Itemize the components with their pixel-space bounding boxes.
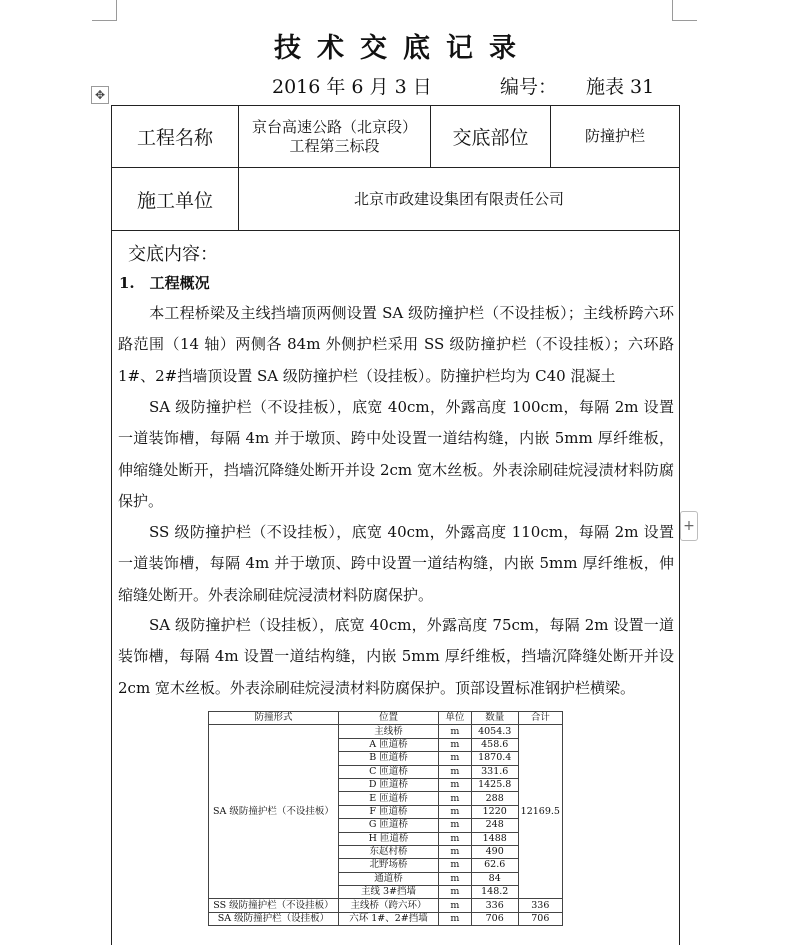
header-total: 合计 (518, 712, 562, 725)
sa2-type: SA 级防撞护栏（设挂板） (209, 912, 339, 925)
header-type: 防撞形式 (209, 712, 339, 725)
row-quantity: 148.2 (471, 886, 518, 899)
project-name-label: 工程名称 (136, 127, 213, 149)
paragraph-3 (118, 517, 674, 611)
content-label: 交底内容： (128, 244, 218, 265)
row-quantity: 331.6 (471, 765, 518, 778)
row-position: B 匝道桥 (338, 752, 438, 765)
row-divider-2 (111, 230, 680, 231)
row-quantity: 62.6 (471, 859, 518, 872)
row-unit: m (438, 886, 471, 899)
page-corner-mark-left (92, 0, 117, 21)
row-position: F 匝道桥 (338, 805, 438, 818)
row-quantity: 1220 (471, 805, 518, 818)
row-unit: m (438, 725, 471, 738)
table-row-ss (209, 899, 563, 912)
paragraph-4-text: SA 级防撞护栏（设挂板），底宽 40cm，外露高度 75cm，每隔 2m 设置一道装饰槽，每隔 4m 设置一道结构缝，内嵌 5mm 厚纤维板，挡墙沉降缝处断开并设 2cm 宽木丝板。外表涂刷硅烷浸渍材料防腐保护。顶部设置标准钢护栏横梁。 (118, 616, 674, 697)
table-row (209, 725, 563, 738)
row-unit: m (438, 738, 471, 751)
row-position: C 匝道桥 (338, 765, 438, 778)
table-header-row (209, 712, 563, 725)
page-corner-mark-right (672, 0, 697, 21)
row-unit: m (438, 872, 471, 885)
table-row-sa-with-panel (209, 912, 563, 925)
row-unit: m (438, 752, 471, 765)
sa2-unit: m (438, 912, 471, 925)
row-position: 主线 3#挡墙 (338, 886, 438, 899)
number-value: 施表 31 (586, 76, 655, 98)
paragraph-3-text: SS 级防撞护栏（不设挂板），底宽 40cm，外露高度 110cm，每隔 2m 设置一道装饰槽，每隔 4m 并于墩顶、跨中设置一道结构缝，内嵌 5mm 厚纤维板，伸缩缝处断开。外表涂刷硅烷浸渍材料防腐保护。 (118, 523, 674, 604)
row-quantity: 84 (471, 872, 518, 885)
row-quantity: 1488 (471, 832, 518, 845)
ss-quantity: 336 (471, 899, 518, 912)
row-quantity: 458.6 (471, 738, 518, 751)
guardrail-quantity-table (208, 711, 563, 926)
paragraph-2-text: SA 级防撞护栏（不设挂板），底宽 40cm，外露高度 100cm，每隔 2m 设置一道装饰槽，每隔 4m 并于墩顶、跨中处设置一道结构缝，内嵌 5mm 厚纤维板，伸缩缝处断开，挡墙沉降缝处断开并设 2cm 宽木丝板。外表涂刷硅烷浸渍材料防腐保护。 (118, 398, 674, 510)
add-column-plus-icon[interactable]: + (680, 511, 698, 541)
paragraph-2 (118, 392, 674, 517)
sa2-position: 六环 1#、2#挡墙 (338, 912, 438, 925)
row-position: E 匝道桥 (338, 792, 438, 805)
paragraph-1-text: 本工程桥梁及主线挡墙顶两侧设置 SA 级防撞护栏（不设挂板）；主线桥跨六环路范围（14 轴）两侧各 84m 外侧护栏采用 SS 级防撞护栏（不设挂板）；六环路 1#、2#挡墙顶设置 SA 级防撞护栏（设挂板）。防撞护栏均为 C40 混凝土 (118, 304, 674, 385)
contractor-value: 北京市政建设集团有限责任公司 (353, 189, 564, 208)
paragraph-1 (118, 298, 674, 392)
row-unit: m (438, 832, 471, 845)
project-name-line1: 京台高速公路（北京段） (251, 117, 417, 136)
table-move-handle-icon[interactable]: ✥ (91, 86, 109, 104)
group1-type: SA 级防撞护栏（不设挂板） (209, 725, 339, 899)
row-quantity: 490 (471, 845, 518, 858)
row-quantity: 4054.3 (471, 725, 518, 738)
paragraph-4 (118, 610, 674, 704)
location-value: 防撞护栏 (584, 127, 645, 145)
ss-type: SS 级防撞护栏（不设挂板） (209, 899, 339, 912)
group1-total: 12169.5 (518, 725, 562, 899)
row-position: 主线桥 (338, 725, 438, 738)
row-quantity: 1870.4 (471, 752, 518, 765)
row-position: H 匝道桥 (338, 832, 438, 845)
sa2-total: 706 (518, 912, 562, 925)
record-date: 2016 年 6 月 3 日 (272, 76, 432, 98)
header-unit: 单位 (438, 712, 471, 725)
row-unit: m (438, 778, 471, 791)
document-title: 技术交底记录 (274, 33, 532, 64)
row-unit: m (438, 819, 471, 832)
row-quantity: 248 (471, 819, 518, 832)
row-unit: m (438, 765, 471, 778)
row-quantity: 1425.8 (471, 778, 518, 791)
project-name-line2: 工程第三标段 (289, 136, 380, 155)
ss-unit: m (438, 899, 471, 912)
contractor-label: 施工单位 (136, 189, 213, 212)
row-quantity: 288 (471, 792, 518, 805)
location-label: 交底部位 (452, 127, 529, 149)
header-quantity: 数量 (471, 712, 518, 725)
header-position: 位置 (338, 712, 438, 725)
row-position: D 匝道桥 (338, 778, 438, 791)
number-label: 编号： (500, 76, 558, 98)
sa2-quantity: 706 (471, 912, 518, 925)
row-position: G 匝道桥 (338, 819, 438, 832)
project-name-value (239, 106, 430, 167)
row-position: 东赵村桥 (338, 845, 438, 858)
ss-position: 主线桥（跨六环） (338, 899, 438, 912)
section-heading: 1. 工程概况 (119, 274, 210, 292)
row-unit: m (438, 792, 471, 805)
row-position: 通道桥 (338, 872, 438, 885)
row-unit: m (438, 859, 471, 872)
row-position: 北野场桥 (338, 859, 438, 872)
row-position: A 匝道桥 (338, 738, 438, 751)
ss-total: 336 (518, 899, 562, 912)
row-unit: m (438, 845, 471, 858)
row-unit: m (438, 805, 471, 818)
